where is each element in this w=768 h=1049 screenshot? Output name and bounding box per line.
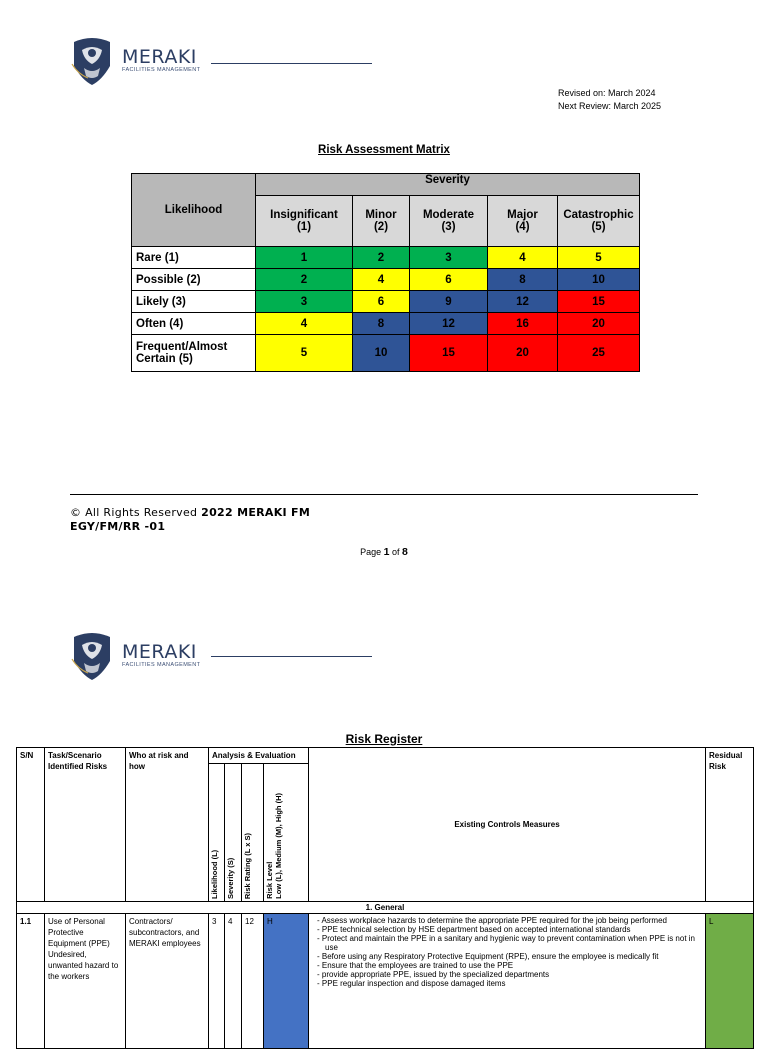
risk-score-cell: 3 xyxy=(410,247,488,269)
risk-score-cell: 9 xyxy=(410,291,488,313)
risk-score-cell: 20 xyxy=(558,313,640,335)
risk-score-cell: 5 xyxy=(256,335,353,372)
risk-score-cell: 16 xyxy=(488,313,558,335)
row-controls xyxy=(309,914,706,1049)
risk-score-cell: 10 xyxy=(558,269,640,291)
control-measure-item: - Assess workplace hazards to determine the appropriate PPE required for the job being performed xyxy=(312,916,702,925)
meraki-emblem-icon xyxy=(68,629,116,681)
logo-subtitle: FACILITIES MANAGEMENT xyxy=(122,67,201,73)
likelihood-header: Likelihood xyxy=(132,174,256,247)
likelihood-header: Likelihood (L) xyxy=(209,764,225,902)
risk-score-cell: 25 xyxy=(558,335,640,372)
matrix-row xyxy=(132,291,640,313)
likelihood-label: Rare (1) xyxy=(132,247,256,269)
logo-subtitle: FACILITIES MANAGEMENT xyxy=(122,662,201,668)
analysis-header: Analysis & Evaluation xyxy=(209,748,309,764)
likelihood-label: Possible (2) xyxy=(132,269,256,291)
likelihood-label: Often (4) xyxy=(132,313,256,335)
matrix-row xyxy=(132,313,640,335)
row-risk-level: H xyxy=(264,914,309,1049)
risk-score-cell: 20 xyxy=(488,335,558,372)
row-sn: 1.1 xyxy=(17,914,45,1049)
matrix-row xyxy=(132,335,640,372)
who-header: Who at risk and how xyxy=(126,748,209,902)
row-likelihood: 3 xyxy=(209,914,225,1049)
severity-header: Severity xyxy=(256,174,640,196)
header-rule xyxy=(211,656,372,657)
logo-name: MERAKI xyxy=(122,641,197,663)
severity-col-header: Insignificant (1) xyxy=(256,196,353,247)
risk-score-cell: 2 xyxy=(353,247,410,269)
control-measure-item: - PPE technical selection by HSE department based on accepted international standards xyxy=(312,925,702,934)
page-number: Page 1 of 8 xyxy=(360,546,408,558)
controls-header: Existing Controls Measures xyxy=(309,748,706,902)
sn-header: S/N xyxy=(17,748,45,902)
severity-col-header: Major (4) xyxy=(488,196,558,247)
risk-score-cell: 5 xyxy=(558,247,640,269)
row-task: Use of Personal Protective Equipment (PPE) Undesired, unwanted hazard to the workers xyxy=(45,914,126,1049)
severity-col-header: Minor (2) xyxy=(353,196,410,247)
risk-score-cell: 10 xyxy=(353,335,410,372)
risk-matrix-table xyxy=(131,173,640,372)
risk-score-cell: 15 xyxy=(410,335,488,372)
risk-score-cell: 4 xyxy=(488,247,558,269)
risk-register-table xyxy=(16,747,754,1049)
control-measure-item: - Ensure that the employees are trained to use the PPE xyxy=(312,961,702,970)
control-measure-item: - Before using any Respiratory Protective Equipment (RPE), ensure the employee is medically fit xyxy=(312,952,702,961)
severity-col-header: Moderate (3) xyxy=(410,196,488,247)
risk-score-cell: 12 xyxy=(488,291,558,313)
risk-score-cell: 3 xyxy=(256,291,353,313)
next-review-date: Next Review: March 2025 xyxy=(558,100,662,111)
control-measure-item: - provide appropriate PPE, issued by the specialized departments xyxy=(312,970,702,979)
row-rating: 12 xyxy=(242,914,264,1049)
register-title: Risk Register xyxy=(345,732,423,746)
logo-name: MERAKI xyxy=(122,46,197,68)
footer-rule xyxy=(70,494,698,495)
matrix-row xyxy=(132,269,640,291)
matrix-title: Risk Assessment Matrix xyxy=(318,144,450,156)
residual-header: Residual Risk xyxy=(706,748,754,902)
risk-score-cell: 6 xyxy=(410,269,488,291)
task-header: Task/Scenario Identified Risks xyxy=(45,748,126,902)
control-measure-item: - Protect and maintain the PPE in a sanitary and hygienic way to prevent contamination when PPE is not in use xyxy=(312,934,702,952)
risk-score-cell: 8 xyxy=(488,269,558,291)
revised-date: Revised on: March 2024 xyxy=(558,88,656,98)
risk-score-cell: 4 xyxy=(353,269,410,291)
control-measure-item: - PPE regular inspection and dispose damaged items xyxy=(312,979,702,988)
severity-col-header: Catastrophic (5) xyxy=(558,196,640,247)
row-residual-risk: L xyxy=(706,914,754,1049)
company-logo xyxy=(68,34,200,86)
risk-rating-header: Risk Rating (L x S) xyxy=(242,764,264,902)
risk-level-header: Risk Level Low (L), Medium (M), High (H) xyxy=(264,764,309,902)
doc-code: EGY/FM/RR -01 xyxy=(70,519,166,533)
row-severity: 4 xyxy=(225,914,242,1049)
risk-score-cell: 4 xyxy=(256,313,353,335)
table-row xyxy=(17,914,754,1049)
likelihood-label: Likely (3) xyxy=(132,291,256,313)
revision-info xyxy=(558,87,661,112)
risk-score-cell: 1 xyxy=(256,247,353,269)
risk-score-cell: 8 xyxy=(353,313,410,335)
risk-score-cell: 12 xyxy=(410,313,488,335)
meraki-emblem-icon xyxy=(68,34,116,86)
likelihood-label: Frequent/Almost Certain (5) xyxy=(132,335,256,372)
risk-score-cell: 2 xyxy=(256,269,353,291)
risk-score-cell: 15 xyxy=(558,291,640,313)
company-logo xyxy=(68,629,200,681)
severity-header: Severity (S) xyxy=(225,764,242,902)
section-heading: 1. General xyxy=(17,902,754,914)
risk-score-cell: 6 xyxy=(353,291,410,313)
row-who: Contractors/ subcontractors, and MERAKI employees xyxy=(126,914,209,1049)
header-rule xyxy=(211,63,372,64)
footer-copyright: © All Rights Reserved 2022 MERAKI FM EGY/FM/RR -01 xyxy=(70,506,311,533)
matrix-row xyxy=(132,247,640,269)
